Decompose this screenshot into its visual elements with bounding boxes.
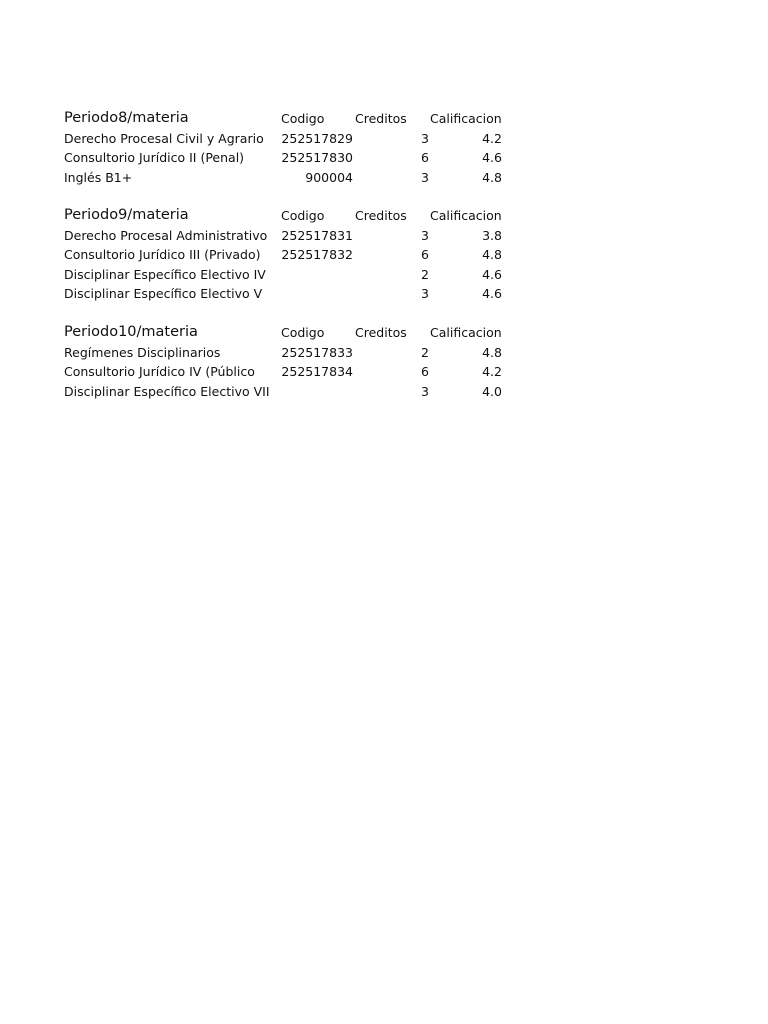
table-row bbox=[64, 284, 524, 304]
table-row bbox=[64, 362, 524, 382]
period-header-row bbox=[64, 323, 524, 343]
materia-cell: Disciplinar Específico Electivo VII bbox=[64, 383, 270, 399]
calificacion-cell: 4.6 bbox=[482, 266, 502, 282]
creditos-cell: 2 bbox=[421, 344, 429, 360]
materia-cell: Consultorio Jurídico III (Privado) bbox=[64, 247, 261, 262]
column-header-codigo: Codigo bbox=[281, 325, 325, 340]
calificacion-cell: 4.8 bbox=[482, 344, 502, 360]
column-header-calificacion: Calificacion bbox=[430, 208, 502, 223]
materia-cell: Consultorio Jurídico IV (Público bbox=[64, 364, 255, 379]
period-header-row bbox=[64, 206, 524, 226]
creditos-cell: 3 bbox=[421, 286, 429, 301]
codigo-cell: 252517831 bbox=[281, 227, 353, 243]
calificacion-cell: 4.8 bbox=[482, 169, 502, 185]
column-header-calificacion: Calificacion bbox=[430, 325, 502, 340]
column-header-codigo: Codigo bbox=[281, 208, 325, 223]
creditos-cell: 3 bbox=[421, 169, 429, 185]
calificacion-cell: 4.2 bbox=[482, 364, 502, 379]
materia-cell: Inglés B1+ bbox=[64, 169, 133, 185]
creditos-cell: 2 bbox=[421, 266, 429, 282]
materia-cell: Regímenes Disciplinarios bbox=[64, 344, 221, 360]
table-row bbox=[64, 382, 524, 402]
materia-cell: Derecho Procesal Administrativo bbox=[64, 227, 268, 243]
codigo-cell: 900004 bbox=[305, 169, 353, 185]
table-row bbox=[64, 168, 524, 188]
codigo-cell: 252517830 bbox=[281, 150, 353, 165]
materia-cell: Disciplinar Específico Electivo IV bbox=[64, 266, 266, 282]
column-header-creditos: Creditos bbox=[355, 111, 407, 126]
table-row bbox=[64, 129, 524, 149]
calificacion-cell: 3.8 bbox=[482, 227, 502, 243]
materia-cell: Disciplinar Específico Electivo V bbox=[64, 286, 263, 301]
materia-cell: Consultorio Jurídico II (Penal) bbox=[64, 150, 245, 165]
table-row bbox=[64, 226, 524, 246]
period-title: Periodo10/materia bbox=[64, 324, 198, 340]
period-header-row bbox=[64, 109, 524, 129]
column-header-codigo: Codigo bbox=[281, 111, 325, 126]
creditos-cell: 3 bbox=[421, 130, 429, 146]
table-row bbox=[64, 148, 524, 168]
period-section bbox=[64, 206, 524, 323]
codigo-cell: 252517833 bbox=[281, 344, 353, 360]
calificacion-cell: 4.6 bbox=[482, 286, 502, 301]
period-title: Periodo9/materia bbox=[64, 207, 189, 223]
period-section bbox=[64, 109, 524, 206]
creditos-cell: 3 bbox=[421, 227, 429, 243]
creditos-cell: 3 bbox=[421, 383, 429, 399]
codigo-cell: 252517829 bbox=[281, 130, 353, 146]
calificacion-cell: 4.6 bbox=[482, 150, 502, 165]
calificacion-cell: 4.8 bbox=[482, 247, 502, 262]
calificacion-cell: 4.0 bbox=[482, 383, 502, 399]
table-row bbox=[64, 343, 524, 363]
materia-cell: Derecho Procesal Civil y Agrario bbox=[64, 130, 264, 146]
column-header-calificacion: Calificacion bbox=[430, 111, 502, 126]
codigo-cell: 252517834 bbox=[281, 364, 353, 379]
codigo-cell: 252517832 bbox=[281, 247, 353, 262]
creditos-cell: 6 bbox=[421, 247, 429, 262]
column-header-creditos: Creditos bbox=[355, 325, 407, 340]
grades-sheet bbox=[64, 109, 524, 420]
table-row bbox=[64, 265, 524, 285]
table-row bbox=[64, 245, 524, 265]
column-header-creditos: Creditos bbox=[355, 208, 407, 223]
calificacion-cell: 4.2 bbox=[482, 130, 502, 146]
period-section bbox=[64, 323, 524, 420]
creditos-cell: 6 bbox=[421, 150, 429, 165]
creditos-cell: 6 bbox=[421, 364, 429, 379]
period-title: Periodo8/materia bbox=[64, 110, 189, 126]
